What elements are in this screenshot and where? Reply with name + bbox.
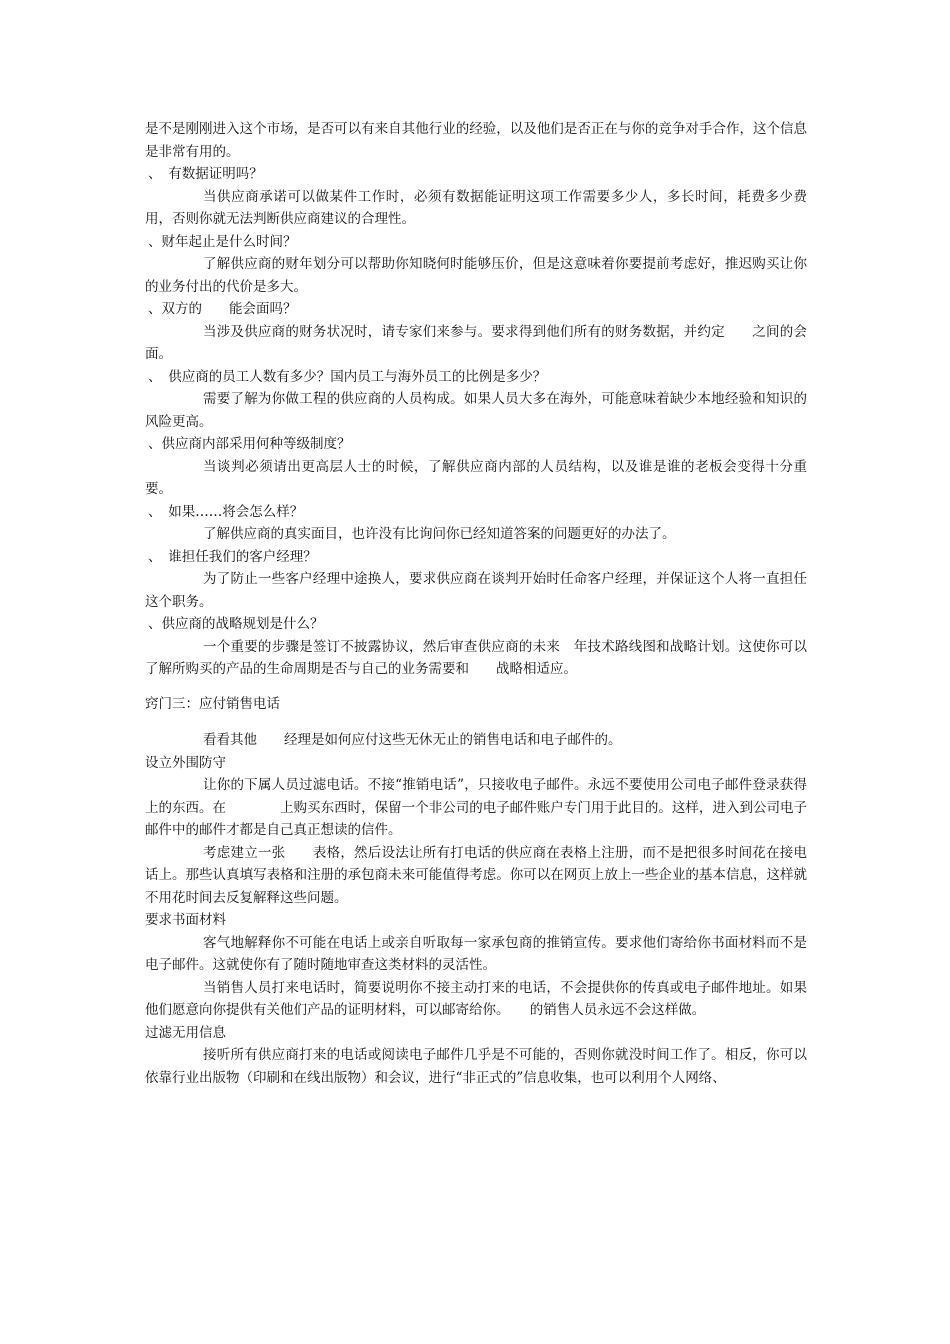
paragraph-strategy: 一个重要的步骤是签订不披露协议，然后审查供应商的未来 年技术路线图和战略计划。这使你可以了解所购买的产品的生命周期是否与自己的业务需要和 战略相适应。 [145,638,807,677]
question-heading-fiscal-year: 、财年起止是什么时间？ [148,233,297,250]
paragraph-meeting: 当涉及供应商的财务状况时，请专家们来参与。要求得到他们所有的财务数据，并约定 之间的会面。 [145,323,807,362]
question-heading-staff-count: 、 供应商的员工人数有多少？国内员工与海外员工的比例是多少？ [148,368,547,385]
section-heading-sales-calls: 窍门三：应付销售电话 [145,695,280,712]
question-heading-hierarchy: 、供应商内部采用何种等级制度？ [148,436,351,452]
spacer [145,681,807,693]
document-body [145,118,861,1089]
question-heading-data-proof: 、 有数据证明吗？ [148,166,263,182]
paragraph-registration-form: 考虑建立一张 表格，然后设法让所有打电话的供应商在表格上注册，而不是把很多时间花在接电话上。那些认真填写表格和注册的承包商未来可能值得考虑。你可以在网页上放上一些企业的基本信息，这样就不用花时间去反复解释这些问题。 [145,844,807,906]
paragraph-data-proof: 当供应商承诺可以做某件工作时，必须有数据能证明这项工作需要多少人，多长时间，耗费多少费用，否则你就无法判断供应商建议的合理性。 [145,188,807,227]
paragraph-what-if: 了解供应商的真实面目，也许没有比询问你已经知道答案的问题更好的办法了。 [203,526,676,542]
subheading-filter-info: 过滤无用信息 [145,1024,226,1041]
paragraph-staff-count: 需要了解为你做工程的供应商的人员构成。如果人员大多在海外，可能意味着缺少本地经验和知识的风险更高。 [145,391,807,430]
paragraph-continuation: 是不是刚刚进入这个市场，是否可以有来自其他行业的经验，以及他们是否正在与你的竞争对手合作，这个信息是非常有用的。 [145,121,807,160]
spacer [145,715,807,729]
question-heading-account-manager: 、 谁担任我们的客户经理？ [148,548,317,565]
paragraph-account-manager: 为了防止一些客户经理中途换人，要求供应商在谈判开始时任命客户经理，并保证这个人将一直担任这个职务。 [145,571,807,610]
subheading-written-materials: 要求书面材料 [145,912,226,928]
question-heading-what-if: 、 如果……将会怎么样？ [148,503,304,520]
paragraph-filter-calls: 让你的下属人员过滤电话。不接“推销电话”，只接收电子邮件。永远不要使用公司电子邮件登录获得 上的东西。在 上购买东西时，保留一个非公司的电子邮件账户专门用于此目的。这样，进入到公司电子邮件中的邮件才都是自己真正想读的信件。 [145,777,861,838]
paragraph-sales-calls-intro: 看看其他 经理是如何应付这些无休无止的销售电话和电子邮件的。 [203,732,622,748]
paragraph-filter-info: 接听所有供应商打来的电话或阅读电子邮件几乎是不可能的，否则你就没时间工作了。相反，你可以依靠行业出版物（印刷和在线出版物）和会议，进行“非正式的”信息收集，也可以利用个人网络、 [145,1047,807,1086]
subheading-perimeter-defense: 设立外围防守 [145,754,226,771]
paragraph-written-materials: 客气地解释你不可能在电话上或亲自听取每一家承包商的推销宣传。要求他们寄给你书面材料而不是电子邮件。这就使你有了随时随地审查这类材料的灵活性。 [145,934,807,973]
question-heading-meeting: 、双方的 能会面吗？ [148,301,297,317]
question-heading-strategy: 、供应商的战略规划是什么？ [148,616,324,632]
paragraph-sales-staff-calls: 当销售人员打来电话时，简要说明你不接主动打来的电话，不会提供你的传真或电子邮件地址。如果他们愿意向你提供有关他们产品的证明材料，可以邮寄给你。 的销售人员永远不会这样做。 [145,979,807,1018]
paragraph-hierarchy: 当谈判必须请出更高层人士的时候，了解供应商内部的人员结构，以及谁是谁的老板会变得十分重要。 [145,458,807,497]
paragraph-fiscal-year: 了解供应商的财年划分可以帮助你知晓何时能够压价，但是这意味着你要提前考虑好，推迟购买让你的业务付出的代价是多大。 [145,256,807,295]
